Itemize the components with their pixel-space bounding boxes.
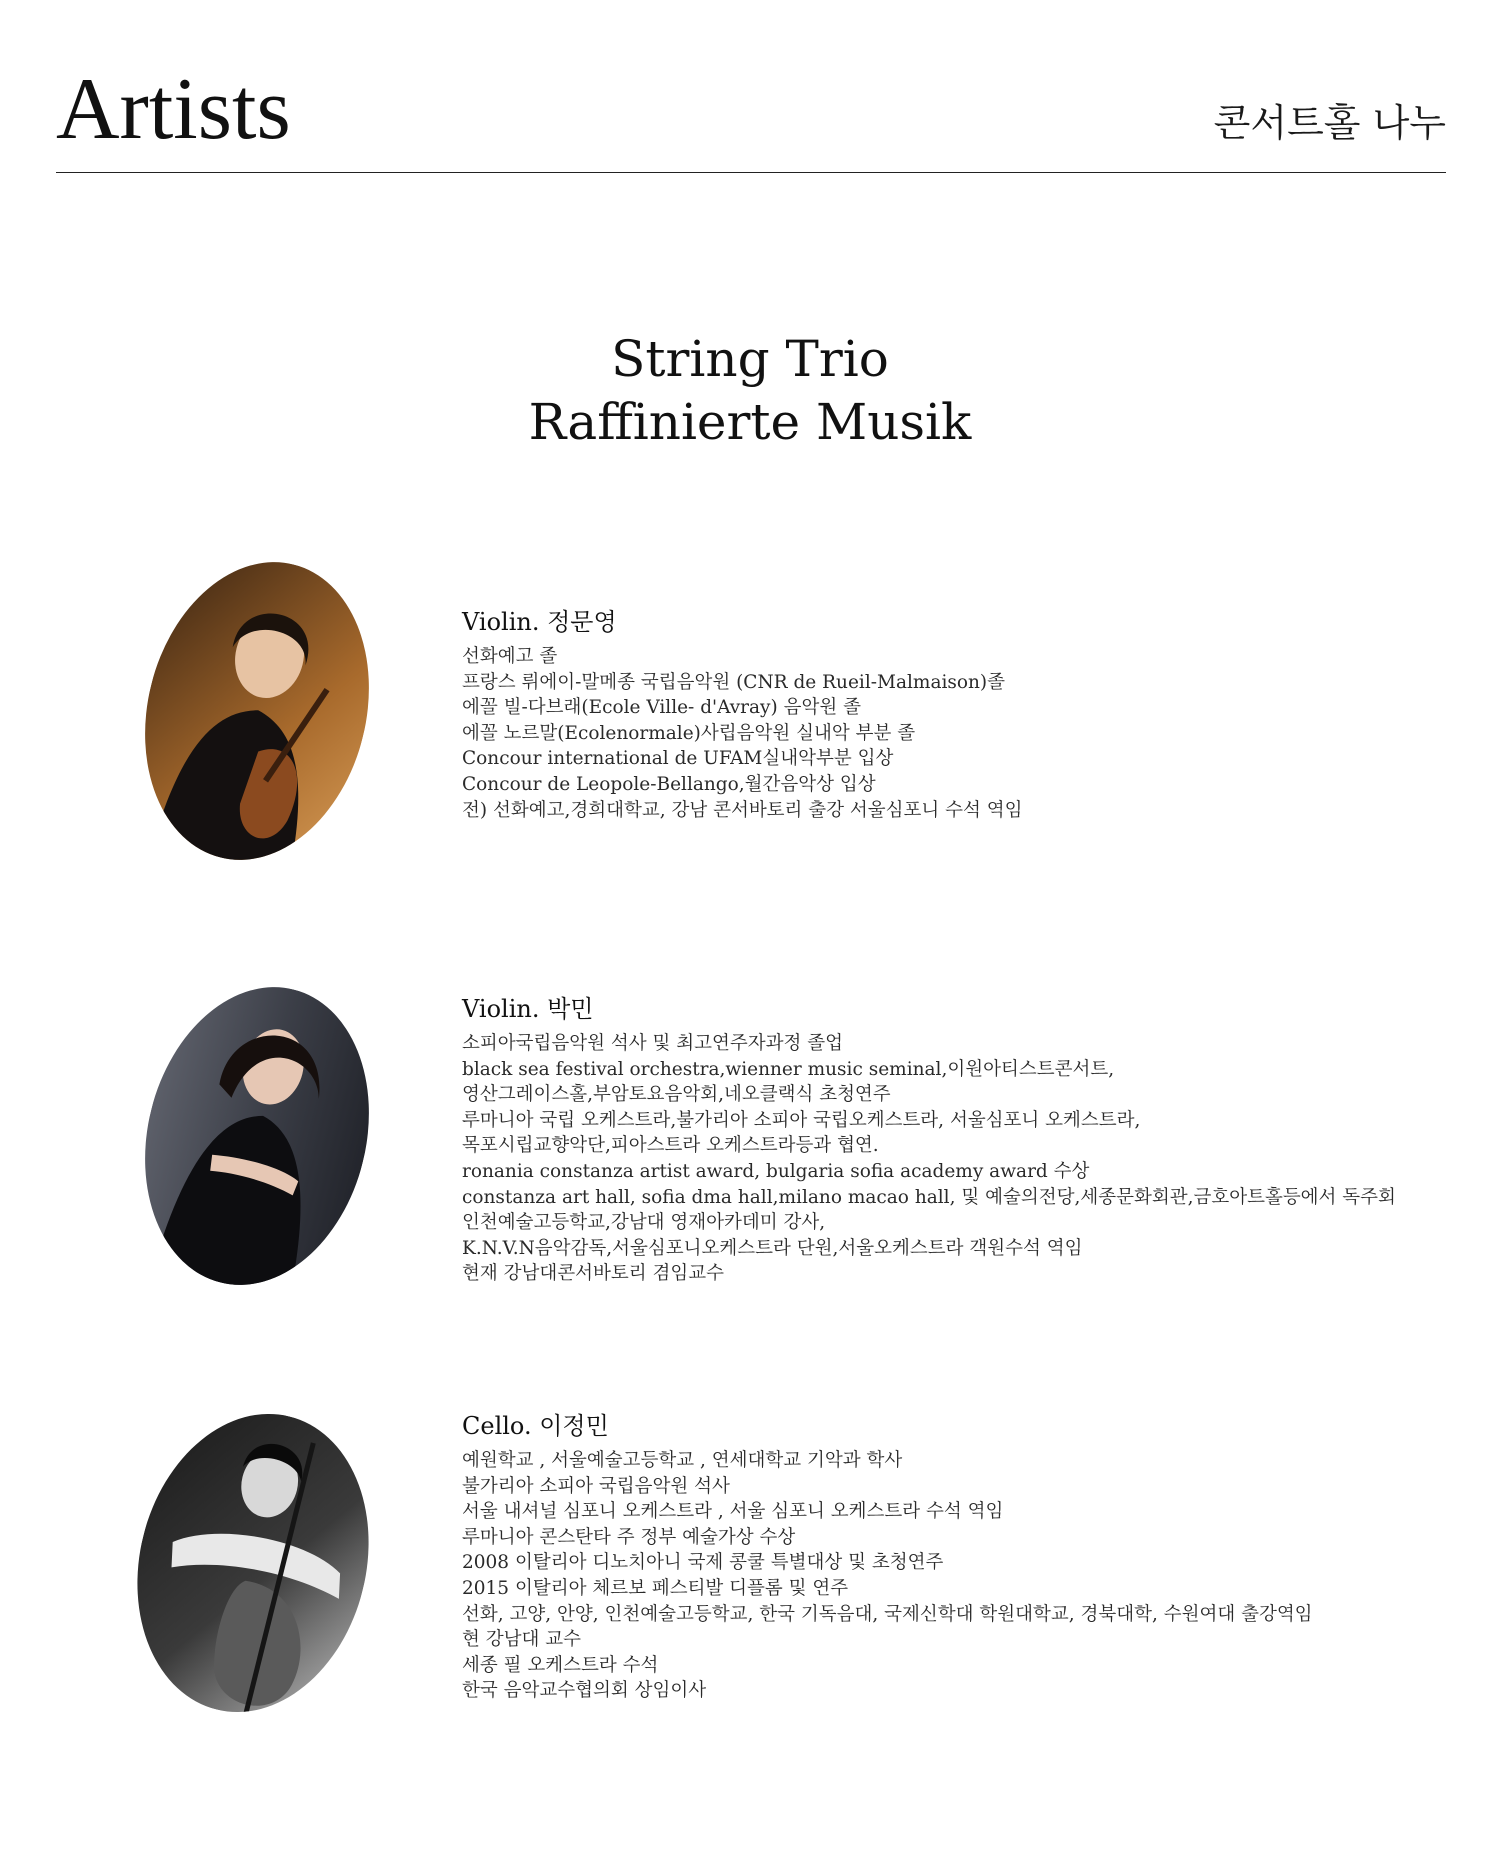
career-item: 선화예고 졸 [462,646,558,667]
career-item: 영산그레이스홀,부암토요음악회,네오클랙식 초청연주 [462,1084,891,1106]
career-item: 불가리아 소피아 국립음악원 석사 [462,1475,730,1497]
artist-portrait-photo [115,963,400,1309]
page-title: Artists [56,61,291,158]
career-item: 에꼴 노르말(Ecolenormale)사립음악원 실내악 부분 졸 [462,722,916,744]
artist-name: Violin. 박민 [462,995,594,1023]
career-item: 루마니아 콘스탄타 주 정부 예술가상 수상 [462,1526,796,1548]
career-item: 전) 선화예고,경희대학교, 강남 콘서바토리 출강 서울심포니 수석 역임 [462,799,1023,821]
career-item: 현재 강남대콘서바토리 겸임교수 [462,1263,724,1285]
artist-bio [462,606,1023,823]
career-item: 루마니아 국립 오케스트라,불가리아 소피아 국립오케스트라, 서울심포니 오케스트라, [462,1109,1141,1131]
career-item: Concour de Leopole-Bellango,월간음악상 입상 [462,773,876,795]
career-item: 예원학교 , 서울예술고등학교 , 연세대학교 기악과 학사 [462,1450,903,1471]
artist-portrait-photo [107,1389,399,1737]
artist-career-list [462,1448,1313,1704]
artist-career-list [462,1031,1396,1287]
artist-name: Violin. 정문영 [462,608,617,636]
career-item: 2015 이탈리아 체르보 페스티발 디플롬 및 연주 [462,1577,849,1599]
career-item: 목포시립교향악단,피아스트라 오케스트라등과 협연. [462,1135,879,1157]
header-divider [56,172,1446,173]
program-title-line2: Raffinierte Musik [528,393,972,451]
artist-name: Cello. 이정민 [462,1412,609,1440]
program-title-line1: String Trio [611,330,889,388]
artist-bio [462,1410,1313,1704]
career-item: 한국 음악교수협의회 상임이사 [462,1680,707,1702]
career-item: 에꼴 빌-다브래(Ecole Ville- d'Avray) 음악원 졸 [462,697,861,719]
career-item: 선화, 고양, 안양, 인천예술고등학교, 한국 기독음대, 국제신학대 학원대학교, 경북대학, 수원여대 출강역임 [462,1603,1313,1625]
career-item: 서울 내셔널 심포니 오케스트라 , 서울 심포니 오케스트라 수석 역임 [462,1501,1004,1523]
career-item: K.N.V.N음악감독,서울심포니오케스트라 단원,서울오케스트라 객원수석 역임 [462,1237,1083,1259]
program-title [0,328,1500,454]
artist-portrait-photo [115,538,400,884]
career-item: 2008 이탈리아 디노치아니 국제 콩쿨 특별대상 및 초청연주 [462,1552,944,1574]
career-item: 세종 필 오케스트라 수석 [462,1654,659,1676]
career-item: ronania constanza artist award, bulgaria sofia academy award 수상 [462,1160,1090,1182]
career-item: 인천예술고등학교,강남대 영재아카데미 강사, [462,1212,826,1234]
venue-name: 콘서트홀 나누 [1213,101,1446,145]
career-item: black sea festival orchestra,wienner music seminal,이원아티스트콘서트, [462,1058,1115,1080]
career-item: 현 강남대 교수 [462,1629,581,1651]
career-item: Concour international de UFAM실내악부분 입상 [462,748,894,770]
career-item: 소피아국립음악원 석사 및 최고연주자과정 졸업 [462,1033,843,1054]
career-item: constanza art hall, sofia dma hall,milano macao hall, 및 예술의전당,세종문화회관,금호아트홀등에서 독주회 [462,1186,1396,1208]
artist-bio [462,993,1396,1287]
career-item: 프랑스 뤼에이-말메종 국립음악원 (CNR de Rueil-Malmaison)졸 [462,671,1006,693]
artist-career-list [462,644,1023,823]
